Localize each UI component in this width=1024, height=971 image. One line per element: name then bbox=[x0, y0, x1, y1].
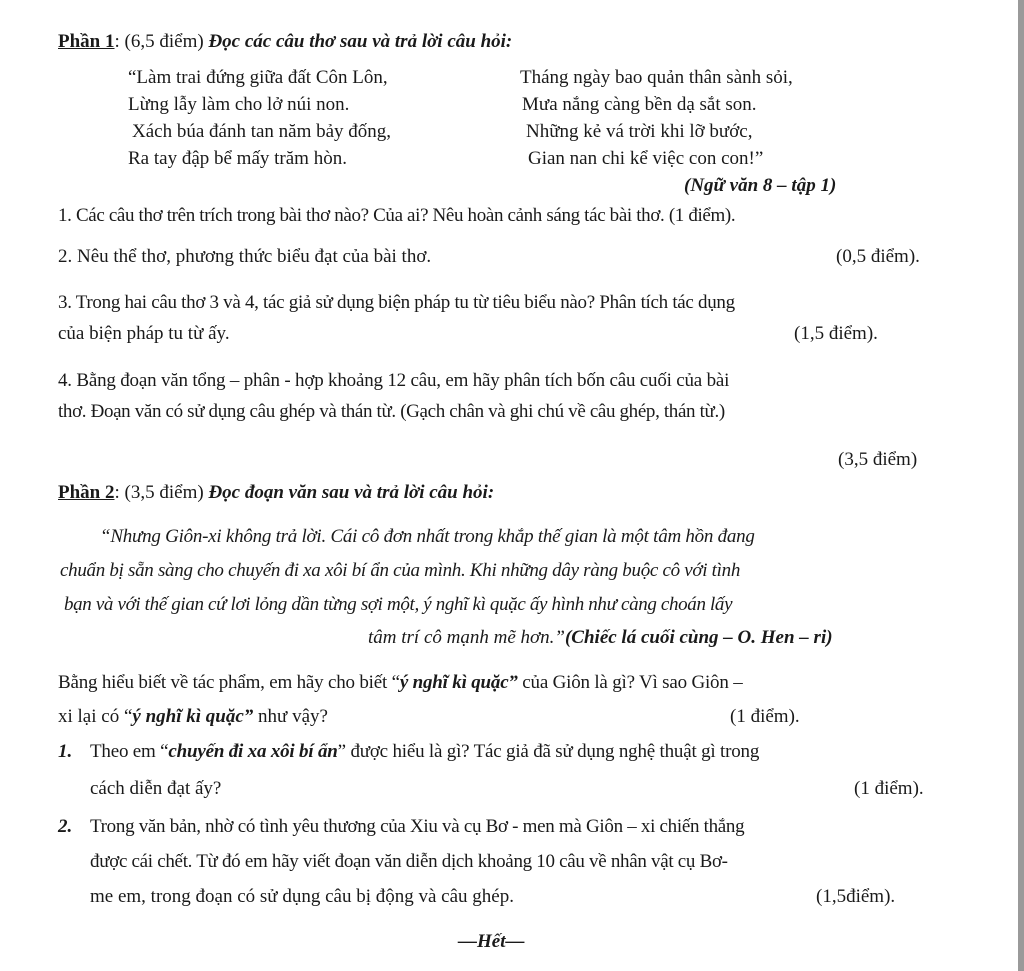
intro-text-c: của Giôn là gì? Vì sao Giôn – bbox=[517, 672, 743, 693]
part2-instruction: Đọc đoạn văn sau và trả lời câu hỏi: bbox=[208, 482, 495, 503]
passage-line-3: bạn và với thế gian cứ lơi lỏng dần từng sợi một, ý nghĩ kì quặc ấy hình như càng choán lấy bbox=[64, 594, 733, 615]
part2-question-2-line-1: Trong văn bản, nhờ có tình yêu thương của Xiu và cụ Bơ - men mà Giôn – xi chiến thắng bbox=[90, 816, 745, 837]
passage-source: (Chiếc lá cuối cùng – O. Hen – ri) bbox=[564, 627, 833, 648]
passage-closing: tâm trí cô mạnh mẽ hơn.” bbox=[368, 627, 565, 648]
part2-question-2-line-3: me em, trong đoạn có sử dụng câu bị động và câu ghép. bbox=[90, 886, 514, 907]
part2-question-1-number: 1. bbox=[58, 741, 73, 762]
poem-source: (Ngữ văn 8 – tập 1) bbox=[684, 175, 837, 196]
passage-line-2: chuẩn bị sẵn sàng cho chuyến đi xa xôi bí ẩn của mình. Khi những dây ràng buộc cô với tình bbox=[60, 560, 741, 581]
intro-text-a: Bằng hiểu biết về tác phẩm, em hãy cho biết “ bbox=[58, 672, 400, 693]
poem-right-line-4: Gian nan chi kể việc con con!” bbox=[528, 148, 764, 169]
part1-question-3-line-2: của biện pháp tu từ ấy. bbox=[58, 323, 230, 344]
part1-label: Phần 1 bbox=[58, 31, 115, 52]
part2-heading bbox=[58, 481, 494, 505]
q1-text-c: ” được hiểu là gì? Tác giả đã sử dụng nghệ thuật gì trong bbox=[337, 741, 760, 762]
q1-quote: chuyến đi xa xôi bí ẩn bbox=[168, 741, 338, 762]
part2-question-2-line-2: được cái chết. Từ đó em hãy viết đoạn văn diễn dịch khoảng 10 câu về nhân vật cụ Bơ- bbox=[90, 851, 728, 872]
part1-points: : (6,5 điểm) bbox=[114, 31, 209, 52]
part1-heading bbox=[58, 30, 512, 54]
part1-question-3-points: (1,5 điểm). bbox=[794, 323, 878, 344]
intro-quote-1: ý nghĩ kì quặc” bbox=[399, 672, 518, 693]
part1-question-2-points: (0,5 điểm). bbox=[836, 246, 920, 267]
part2-question-1-line-1 bbox=[90, 740, 759, 764]
part1-question-4-points: (3,5 điểm) bbox=[838, 449, 918, 470]
q1-text-a: Theo em “ bbox=[90, 741, 169, 762]
end-marker: —Hết— bbox=[458, 931, 525, 952]
poem-left-line-3: Xách búa đánh tan năm bảy đống, bbox=[132, 121, 392, 142]
part1-question-4-line-2: thơ. Đoạn văn có sử dụng câu ghép và thán từ. (Gạch chân và ghi chú về câu ghép, thán từ.) bbox=[58, 401, 725, 422]
part1-question-4-line-1: 4. Bằng đoạn văn tổng – phân - hợp khoảng 12 câu, em hãy phân tích bốn câu cuối của bài bbox=[58, 370, 730, 391]
part2-points: : (3,5 điểm) bbox=[114, 482, 209, 503]
passage-line-4 bbox=[368, 626, 833, 650]
poem-right-line-1: Tháng ngày bao quản thân sành sỏi, bbox=[520, 67, 793, 88]
part1-question-2: 2. Nêu thể thơ, phương thức biểu đạt của bài thơ. bbox=[58, 246, 432, 267]
part2-intro-question-line-2 bbox=[58, 705, 328, 729]
part1-question-1: 1. Các câu thơ trên trích trong bài thơ nào? Của ai? Nêu hoàn cảnh sáng tác bài thơ. (1 điểm). bbox=[58, 205, 736, 226]
part2-question-2-points: (1,5điểm). bbox=[816, 886, 896, 907]
poem-right-line-2: Mưa nắng càng bền dạ sắt son. bbox=[522, 94, 757, 115]
poem-left-line-1: “Làm trai đứng giữa đất Côn Lôn, bbox=[128, 67, 388, 88]
part1-question-3-line-1: 3. Trong hai câu thơ 3 và 4, tác giả sử dụng biện pháp tu từ tiêu biểu nào? Phân tích tác dụng bbox=[58, 292, 735, 313]
poem-left-line-4: Ra tay đập bể mấy trăm hòn. bbox=[128, 148, 347, 169]
part2-question-1-points: (1 điểm). bbox=[854, 778, 924, 799]
part2-intro-question-points: (1 điểm). bbox=[730, 706, 800, 727]
part2-intro-question-line-1 bbox=[58, 671, 743, 695]
part2-label: Phần 2 bbox=[58, 482, 115, 503]
intro-quote-2: ý nghĩ kì quặc” bbox=[132, 706, 254, 727]
passage-line-1: “Nhưng Giôn-xi không trả lời. Cái cô đơn nhất trong khắp thế gian là một tâm hồn đang bbox=[100, 526, 755, 547]
part2-question-2-number: 2. bbox=[58, 816, 73, 837]
part2-question-1-line-2: cách diễn đạt ấy? bbox=[90, 778, 222, 799]
intro-text-d: xi lại có “ bbox=[58, 706, 133, 727]
intro-text-f: như vậy? bbox=[253, 706, 328, 727]
poem-left-line-2: Lừng lẫy làm cho lở núi non. bbox=[128, 94, 350, 115]
poem-right-line-3: Những kẻ vá trời khi lỡ bước, bbox=[526, 121, 753, 142]
part1-instruction: Đọc các câu thơ sau và trả lời câu hỏi: bbox=[208, 31, 513, 52]
page-edge-divider bbox=[1018, 0, 1024, 971]
